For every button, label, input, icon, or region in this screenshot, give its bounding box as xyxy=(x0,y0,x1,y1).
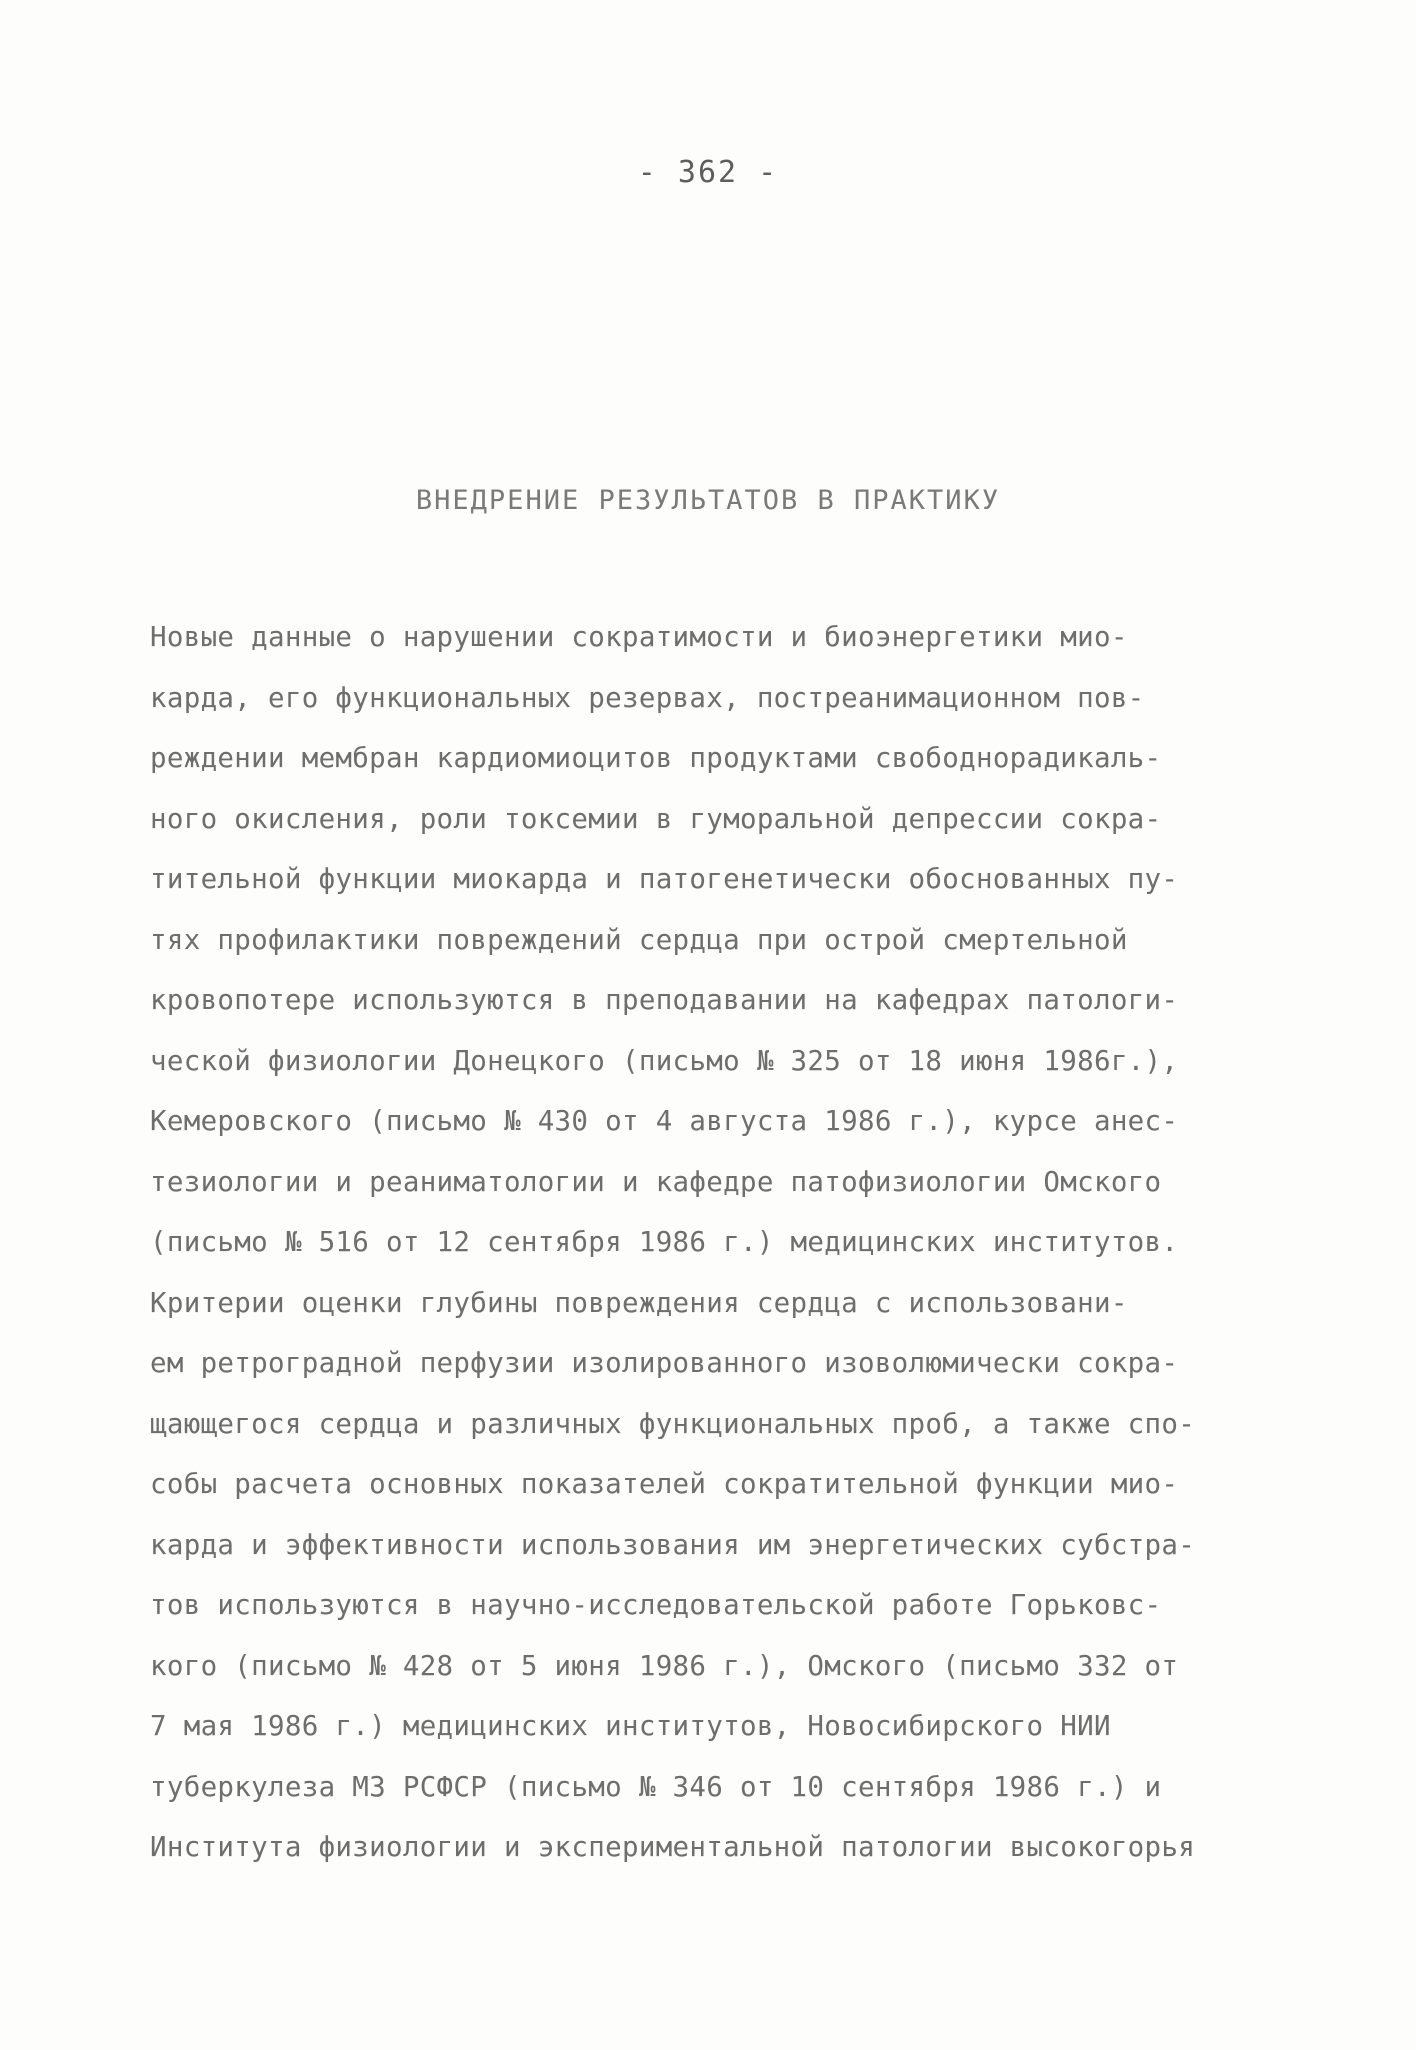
text-line: Института физиологии и экспериментальной патологии высокогорья xyxy=(150,1831,1196,1863)
text-line: кровопотере используются в преподавании на кафедрах патологи- xyxy=(150,984,1179,1016)
body-text xyxy=(150,607,1285,1878)
text-line: Кемеровского (письмо № 430 от 4 августа 1986 г.), курсе анес- xyxy=(150,1105,1179,1137)
text-line: ного окисления, роли токсемии в гуморальной депрессии сокра- xyxy=(150,802,1162,835)
text-line: тительной функции миокарда и патогенетически обоснованных пу- xyxy=(150,863,1179,895)
text-line: тях профилактики повреждений сердца при острой смертельной xyxy=(150,923,1128,956)
paragraph-2 xyxy=(150,1273,1285,1878)
text-line: тезиологии и реаниматологии и кафедре патофизиологии Омского xyxy=(150,1165,1162,1198)
text-line: реждении мембран кардиомиоцитов продуктами свободнорадикаль- xyxy=(150,742,1162,774)
text-line: ческой физиологии Донецкого (письмо № 325 от 18 июня 1986г.), xyxy=(150,1044,1179,1077)
text-line: Критерии оценки глубины повреждения сердца с использовани- xyxy=(150,1286,1128,1319)
text-line: карда, его функциональных резервах, постреанимационном пов- xyxy=(150,681,1145,714)
section-title: ВНЕДРЕНИЕ РЕЗУЛЬТАТОВ В ПРАКТИКУ xyxy=(415,485,1001,516)
text-line: кого (письмо № 428 от 5 июня 1986 г.), Омского (письмо 332 от xyxy=(150,1649,1179,1682)
text-line: 7 мая 1986 г.) медицинских институтов, Новосибирского НИИ xyxy=(150,1710,1111,1742)
text-line: щающегося сердца и различных функциональных проб, а также спо- xyxy=(150,1407,1196,1440)
text-line: (письмо № 516 от 12 сентября 1986 г.) медицинских институтов. xyxy=(150,1226,1179,1258)
page-number: - 362 - xyxy=(637,155,779,190)
paragraph-1 xyxy=(150,607,1285,1273)
text-line: ем ретроградной перфузии изолированного изоволюмически сокра- xyxy=(150,1347,1179,1379)
text-line: собы расчета основных показателей сократительной функции мио- xyxy=(150,1468,1179,1500)
text-line: тов используются в научно-исследовательской работе Горьковс- xyxy=(150,1589,1162,1621)
text-line: туберкулеза МЗ РСФСР (письмо № 346 от 10 сентября 1986 г.) и xyxy=(150,1770,1162,1803)
text-line: Новые данные о нарушении сократимости и биоэнергетики мио- xyxy=(150,621,1128,653)
text-line: карда и эффективности использования им энергетических субстра- xyxy=(150,1528,1196,1561)
